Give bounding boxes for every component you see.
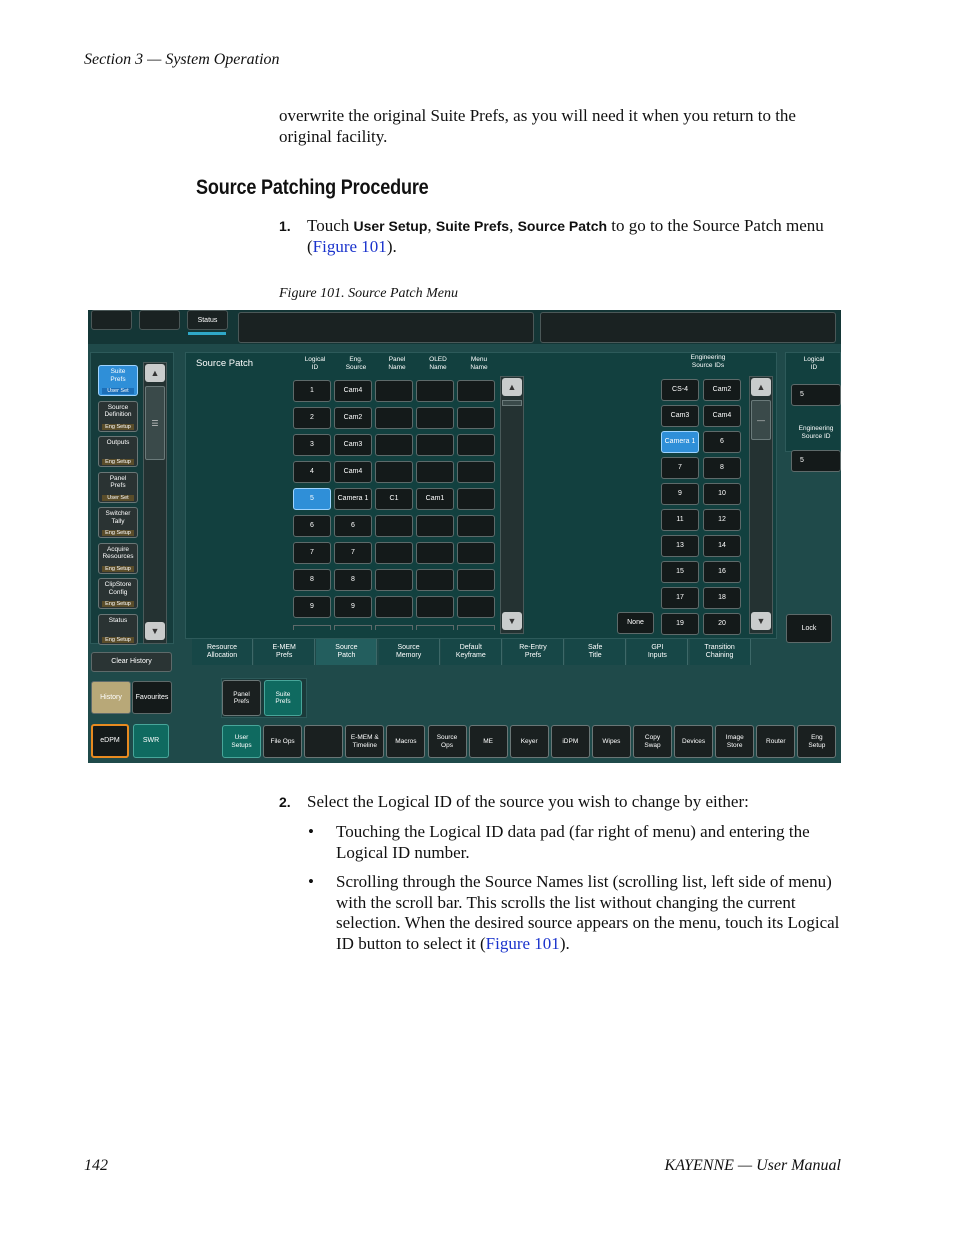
list-scrollbar[interactable] bbox=[500, 376, 524, 634]
bottom-button-wipes[interactable]: Wipes bbox=[592, 725, 631, 758]
bottom-button-source-ops[interactable]: Source Ops bbox=[428, 725, 467, 758]
source-cell[interactable]: 8 bbox=[334, 569, 372, 591]
source-cell[interactable] bbox=[457, 434, 495, 456]
list-scroll-thumb[interactable] bbox=[502, 400, 522, 406]
tab-e-mem-prefs[interactable]: E-MEM Prefs bbox=[254, 639, 315, 665]
bottom-button-eng-setup[interactable]: Eng Setup bbox=[797, 725, 836, 758]
logical-id-button[interactable]: 7 bbox=[293, 542, 331, 564]
sidebar-scroll-up-icon[interactable]: ▲ bbox=[145, 364, 165, 382]
sidebar-scroll-thumb[interactable]: ☰ bbox=[145, 386, 165, 460]
swr-button[interactable]: SWR bbox=[133, 724, 169, 758]
eng-source-id-button[interactable]: 8 bbox=[703, 457, 741, 479]
sidebar-item-acquire-resources[interactable]: Acquire Resources Eng Setup bbox=[98, 543, 138, 574]
step-2 bbox=[279, 792, 844, 814]
sidebar-item-panel-prefs[interactable]: Panel Prefs User Set bbox=[98, 472, 138, 503]
eng-source-id-button[interactable]: 12 bbox=[703, 509, 741, 531]
source-cell[interactable] bbox=[375, 515, 413, 537]
source-cell[interactable]: Cam3 bbox=[334, 434, 372, 456]
source-cell[interactable] bbox=[457, 488, 495, 510]
bullet-2 bbox=[308, 872, 848, 956]
step-1 bbox=[279, 216, 844, 258]
eng-source-id-field[interactable]: 5 bbox=[791, 450, 841, 472]
source-cell[interactable]: Cam2 bbox=[334, 407, 372, 429]
figure-link[interactable]: Figure 101 bbox=[312, 236, 387, 256]
source-cell[interactable] bbox=[375, 407, 413, 429]
source-cell[interactable] bbox=[375, 380, 413, 402]
top-display-right bbox=[540, 312, 836, 343]
bottom-button-idpm[interactable]: iDPM bbox=[551, 725, 590, 758]
status-indicator bbox=[188, 332, 226, 335]
figure-caption: Figure 101. Source Patch Menu bbox=[279, 286, 458, 301]
source-patch-screenshot bbox=[88, 310, 841, 763]
section-header: Section 3 — System Operation bbox=[84, 51, 280, 68]
source-cell[interactable] bbox=[416, 569, 454, 591]
sidebar-item-tag: Eng Setup bbox=[102, 566, 134, 572]
list-scroll-up-icon[interactable]: ▲ bbox=[502, 378, 522, 396]
sidebar-scroll-down-icon[interactable]: ▼ bbox=[145, 622, 165, 640]
bullet-text: Touching the Logical ID data pad (far right of menu) and entering the Logical ID number. bbox=[336, 822, 810, 862]
bottom-button-image-store[interactable]: Image Store bbox=[715, 725, 754, 758]
bottom-button-devices[interactable]: Devices bbox=[674, 725, 713, 758]
step-number: 2. bbox=[279, 794, 291, 810]
source-cell[interactable] bbox=[416, 461, 454, 483]
step-text: Touch User Setup, Suite Prefs, Source Patch to go to the Source Patch menu (Figure 101). bbox=[307, 216, 824, 256]
logical-id-button[interactable]: 1 bbox=[293, 380, 331, 402]
eng-source-id-button[interactable]: Cam4 bbox=[703, 405, 741, 427]
ui-term-source-patch: Source Patch bbox=[517, 218, 608, 234]
intro-paragraph: overwrite the original Suite Prefs, as you will need it when you return to the original facility. bbox=[279, 106, 796, 146]
eng-scroll-up-icon[interactable]: ▲ bbox=[751, 378, 771, 396]
bottom-button-me[interactable]: ME bbox=[469, 725, 508, 758]
grid-overflow-row bbox=[290, 622, 500, 630]
logical-id-button[interactable]: 9 bbox=[293, 596, 331, 618]
manual-title: KAYENNE — User Manual bbox=[664, 1157, 841, 1174]
eng-source-id-button[interactable]: 20 bbox=[703, 613, 741, 635]
top-button-1[interactable] bbox=[91, 310, 132, 330]
logical-id-button[interactable]: 3 bbox=[293, 434, 331, 456]
source-cell[interactable] bbox=[457, 542, 495, 564]
tab-default-keyframe[interactable]: Default Keyframe bbox=[441, 639, 502, 665]
ui-term-suite-prefs: Suite Prefs bbox=[435, 218, 510, 234]
step-number: 1. bbox=[279, 218, 291, 234]
source-cell[interactable]: Camera 1 bbox=[334, 488, 372, 510]
sidebar-item-tag: Eng Setup bbox=[102, 530, 134, 536]
eng-source-id-button[interactable]: 9 bbox=[661, 483, 699, 505]
source-cell[interactable] bbox=[375, 569, 413, 591]
sidebar-item-tag: Eng Setup bbox=[102, 424, 134, 430]
source-cell[interactable]: Cam4 bbox=[334, 461, 372, 483]
eng-source-ids-header: Engineering Source IDs bbox=[690, 354, 726, 369]
eng-source-id-button[interactable]: 18 bbox=[703, 587, 741, 609]
column-header: Eng. Source bbox=[345, 356, 367, 371]
eng-source-id-button[interactable]: 14 bbox=[703, 535, 741, 557]
source-cell[interactable] bbox=[416, 596, 454, 618]
sidebar-item-tag: User Set bbox=[102, 388, 134, 394]
section-heading: Source Patching Procedure bbox=[196, 176, 429, 199]
step-text: Select the Logical ID of the source you wish to change by either: bbox=[307, 792, 749, 811]
sidebar-item-status[interactable]: Status Eng Setup bbox=[98, 614, 138, 645]
logical-id-label: Logical ID bbox=[803, 356, 825, 371]
source-cell[interactable] bbox=[375, 461, 413, 483]
logical-id-button[interactable]: 6 bbox=[293, 515, 331, 537]
source-cell[interactable] bbox=[416, 407, 454, 429]
column-header: Panel Name bbox=[388, 356, 406, 371]
eng-source-id-button[interactable]: 16 bbox=[703, 561, 741, 583]
bullet-1 bbox=[308, 822, 848, 864]
source-cell[interactable] bbox=[457, 596, 495, 618]
sidebar-item-tag: Eng Setup bbox=[102, 459, 134, 465]
figure-link[interactable]: Figure 101 bbox=[485, 933, 560, 953]
sidebar-item-outputs[interactable]: Outputs Eng Setup bbox=[98, 436, 138, 467]
source-cell[interactable] bbox=[416, 380, 454, 402]
bottom-button-router[interactable]: Router bbox=[756, 725, 795, 758]
source-cell[interactable] bbox=[375, 596, 413, 618]
source-cell[interactable]: Cam1 bbox=[416, 488, 454, 510]
bullet-text: Scrolling through the Source Names list (scrolling list, left side of menu) with the scroll bar. This scrolls the list without changing the current selection. When the desired source appears on the menu, touch its Logical ID button to select it (Figure 101). bbox=[336, 872, 840, 953]
sidebar-item-tag: Eng Setup bbox=[102, 601, 134, 607]
column-header: Logical ID bbox=[304, 356, 326, 371]
sidebar-item-switcher-tally[interactable]: Switcher Tally Eng Setup bbox=[98, 507, 138, 538]
source-cell[interactable]: 6 bbox=[334, 515, 372, 537]
bottom-button-blank[interactable] bbox=[304, 725, 343, 758]
source-cell[interactable]: C1 bbox=[375, 488, 413, 510]
source-cell[interactable] bbox=[416, 542, 454, 564]
eng-source-id-button[interactable]: Camera 1 bbox=[661, 431, 699, 453]
source-cell[interactable]: Cam4 bbox=[334, 380, 372, 402]
eng-source-id-button[interactable]: 17 bbox=[661, 587, 699, 609]
source-cell[interactable] bbox=[375, 542, 413, 564]
bottom-button-copy-swap[interactable]: Copy Swap bbox=[633, 725, 672, 758]
list-scroll-down-icon[interactable]: ▼ bbox=[502, 612, 522, 630]
tab-transition-chaining[interactable]: Transition Chaining bbox=[690, 639, 751, 665]
source-cell[interactable] bbox=[416, 515, 454, 537]
column-header: OLED Name bbox=[429, 356, 447, 371]
eng-source-id-button[interactable]: 19 bbox=[661, 613, 699, 635]
logical-id-button[interactable]: 8 bbox=[293, 569, 331, 591]
logical-id-button[interactable]: 5 bbox=[293, 488, 331, 510]
source-cell[interactable] bbox=[457, 380, 495, 402]
eng-scroll-thumb[interactable]: — bbox=[751, 400, 771, 440]
logical-id-button[interactable]: 2 bbox=[293, 407, 331, 429]
tab-source-patch[interactable]: Source Patch bbox=[316, 639, 377, 665]
ui-term-user-setup: User Setup bbox=[353, 218, 428, 234]
eng-source-id-button[interactable]: 11 bbox=[661, 509, 699, 531]
sidebar-item-source-definition[interactable]: Source Definition Eng Setup bbox=[98, 401, 138, 432]
edpm-button[interactable]: eDPM bbox=[91, 724, 129, 758]
sidebar-item-suite-prefs[interactable]: Suite Prefs User Set bbox=[98, 365, 138, 396]
eng-source-id-button[interactable]: 10 bbox=[703, 483, 741, 505]
bullet-dot: • bbox=[308, 822, 314, 841]
panel-prefs-subtab[interactable]: Panel Prefs bbox=[222, 680, 261, 716]
bottom-button-macros[interactable]: Macros bbox=[386, 725, 425, 758]
eng-scroll-down-icon[interactable]: ▼ bbox=[751, 612, 771, 630]
bottom-button-file-ops[interactable]: File Ops bbox=[263, 725, 302, 758]
sidebar-item-tag: Eng Setup bbox=[102, 637, 134, 643]
status-button[interactable]: Status bbox=[187, 310, 228, 330]
panel-title: Source Patch bbox=[196, 358, 254, 369]
bottom-button-user-setups[interactable]: User Setups bbox=[222, 725, 261, 758]
source-cell[interactable]: 7 bbox=[334, 542, 372, 564]
favourites-button[interactable]: Favourites bbox=[132, 681, 172, 714]
none-button[interactable]: None bbox=[617, 612, 654, 634]
suite-prefs-subtab[interactable]: Suite Prefs bbox=[264, 680, 302, 716]
sidebar-item-clipstore-config[interactable]: ClipStore Config Eng Setup bbox=[98, 578, 138, 609]
tab-safe-title[interactable]: Safe Title bbox=[565, 639, 626, 665]
eng-source-id-button[interactable]: 7 bbox=[661, 457, 699, 479]
source-cell[interactable] bbox=[375, 434, 413, 456]
bullet-dot: • bbox=[308, 872, 314, 891]
top-display-left bbox=[238, 312, 534, 343]
eng-source-id-button[interactable]: Cam2 bbox=[703, 379, 741, 401]
tab-re-entry-prefs[interactable]: Re-Entry Prefs bbox=[503, 639, 564, 665]
bottom-button-e-mem-timeline[interactable]: E-MEM & Timeline bbox=[345, 725, 384, 758]
bottom-button-keyer[interactable]: Keyer bbox=[510, 725, 549, 758]
column-header: Menu Name bbox=[470, 356, 488, 371]
eng-source-id-label: Engineering Source ID bbox=[798, 425, 834, 440]
eng-source-id-button[interactable]: Cam3 bbox=[661, 405, 699, 427]
eng-source-id-button[interactable]: 13 bbox=[661, 535, 699, 557]
source-cell[interactable] bbox=[457, 569, 495, 591]
page-number: 142 bbox=[84, 1157, 108, 1174]
lock-button[interactable]: Lock bbox=[786, 614, 832, 643]
source-cell[interactable] bbox=[457, 515, 495, 537]
source-cell[interactable]: 9 bbox=[334, 596, 372, 618]
eng-source-id-button[interactable]: 6 bbox=[703, 431, 741, 453]
history-button[interactable]: History bbox=[91, 681, 131, 714]
tab-gpi-inputs[interactable]: GPI Inputs bbox=[627, 639, 688, 665]
eng-source-id-button[interactable]: 15 bbox=[661, 561, 699, 583]
tab-source-memory[interactable]: Source Memory bbox=[379, 639, 440, 665]
eng-source-id-button[interactable]: CS-4 bbox=[661, 379, 699, 401]
top-button-2[interactable] bbox=[139, 310, 180, 330]
clear-history-button[interactable]: Clear History bbox=[91, 652, 172, 672]
logical-id-field[interactable]: 5 bbox=[791, 384, 841, 406]
source-cell[interactable] bbox=[457, 407, 495, 429]
source-cell[interactable] bbox=[416, 434, 454, 456]
logical-id-button[interactable]: 4 bbox=[293, 461, 331, 483]
sidebar-item-tag: User Set bbox=[102, 495, 134, 501]
tab-resource-allocation[interactable]: Resource Allocation bbox=[192, 639, 253, 665]
source-cell[interactable] bbox=[457, 461, 495, 483]
